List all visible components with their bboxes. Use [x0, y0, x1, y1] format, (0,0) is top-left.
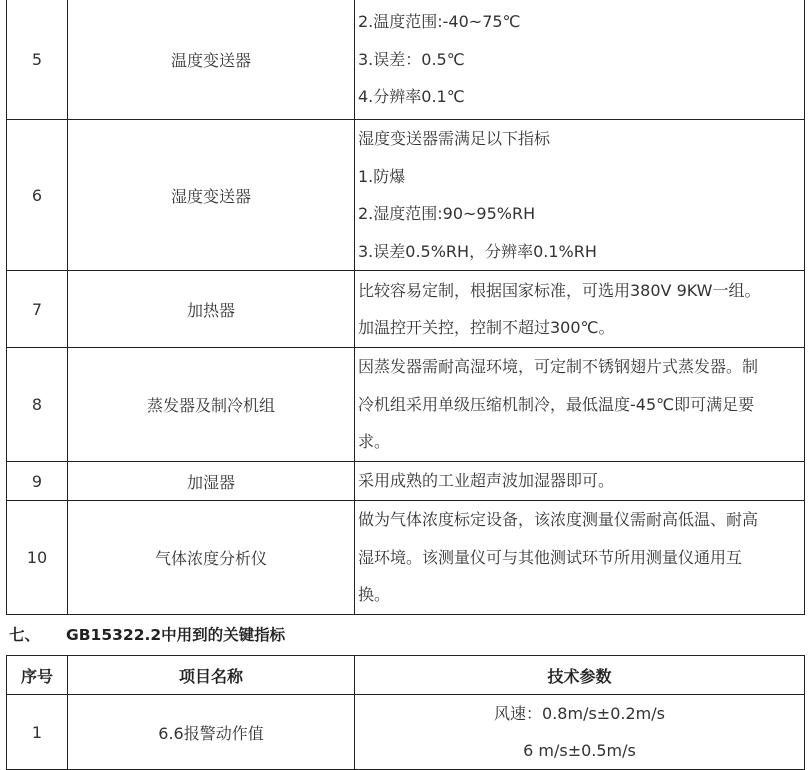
item-description: [355, 0, 805, 120]
section-heading: [9, 624, 285, 646]
column-header: 项目名称: [68, 656, 355, 695]
table-row: [7, 120, 805, 271]
description-line: 1.防爆: [358, 166, 406, 186]
description-line: 加温控开关控，控制不超过300℃。: [358, 318, 615, 337]
description-line: 做为气体浓度标定设备，该浓度测量仪需耐高低温、耐高: [358, 510, 759, 529]
column-header: 技术参数: [355, 656, 805, 695]
column-header: 序号: [7, 656, 68, 695]
key-indicators-table: [6, 655, 805, 770]
table-row: [7, 462, 805, 501]
description-line: 4.分辨率0.1℃: [358, 87, 465, 107]
parameter-line: 风速：0.8m/s±0.2m/s: [494, 704, 665, 723]
table-header-row: [7, 656, 805, 695]
table-row: [7, 501, 805, 615]
row-number: 8: [7, 348, 68, 462]
table-row: [7, 0, 805, 120]
description-line: 2.湿度范围:90~95%RH: [358, 204, 536, 223]
description-line: 比较容易定制，根据国家标准，可选用380V 9KW一组。: [358, 280, 761, 300]
item-name: 加湿器: [68, 462, 355, 501]
description-line: 3.误差0.5%RH，分辨率0.1%RH: [358, 241, 597, 261]
item-description: [355, 271, 805, 348]
table-row: [7, 271, 805, 348]
item-name: 6.6报警动作值: [68, 695, 355, 770]
description-line: 冷机组采用单级压缩机制冷，最低温度-45℃即可满足要: [358, 394, 755, 414]
item-description: [355, 348, 805, 462]
description-line: 采用成熟的工业超声波加湿器即可。: [358, 471, 615, 491]
item-description: [355, 501, 805, 615]
section-number: 七、: [9, 626, 41, 644]
parameter-line: 6 m/s±0.5m/s: [523, 741, 636, 760]
description-line: 湿环境。该测量仪可与其他测试环节所用测量仪通用互: [358, 547, 743, 567]
description-line: 3.误差：0.5℃: [358, 49, 465, 69]
description-line: 因蒸发器需耐高湿环境，可定制不锈钢翅片式蒸发器。制: [358, 357, 759, 377]
item-name: 湿度变送器: [68, 120, 355, 271]
item-name: 蒸发器及制冷机组: [68, 348, 355, 462]
section-title: GB15322.2中用到的关键指标: [66, 626, 286, 644]
row-number: 5: [7, 0, 68, 120]
row-number: 9: [7, 462, 68, 501]
description-line: 求。: [358, 432, 391, 452]
table-row: [7, 695, 805, 770]
item-description: [355, 120, 805, 271]
item-description: [355, 462, 805, 501]
row-number: 7: [7, 271, 68, 348]
item-name: 气体浓度分析仪: [68, 501, 355, 615]
item-name: 加热器: [68, 271, 355, 348]
specs-table: [6, 0, 805, 615]
description-line: 换。: [358, 585, 391, 604]
description-line: 2.温度范围:-40~75℃: [358, 12, 521, 32]
table-row: [7, 348, 805, 462]
row-number: 6: [7, 120, 68, 271]
description-line: 湿度变送器需满足以下指标: [358, 129, 551, 148]
row-number: 10: [7, 501, 68, 615]
row-number: 1: [7, 695, 68, 770]
technical-parameters: [355, 695, 805, 770]
item-name: 温度变送器: [68, 0, 355, 120]
